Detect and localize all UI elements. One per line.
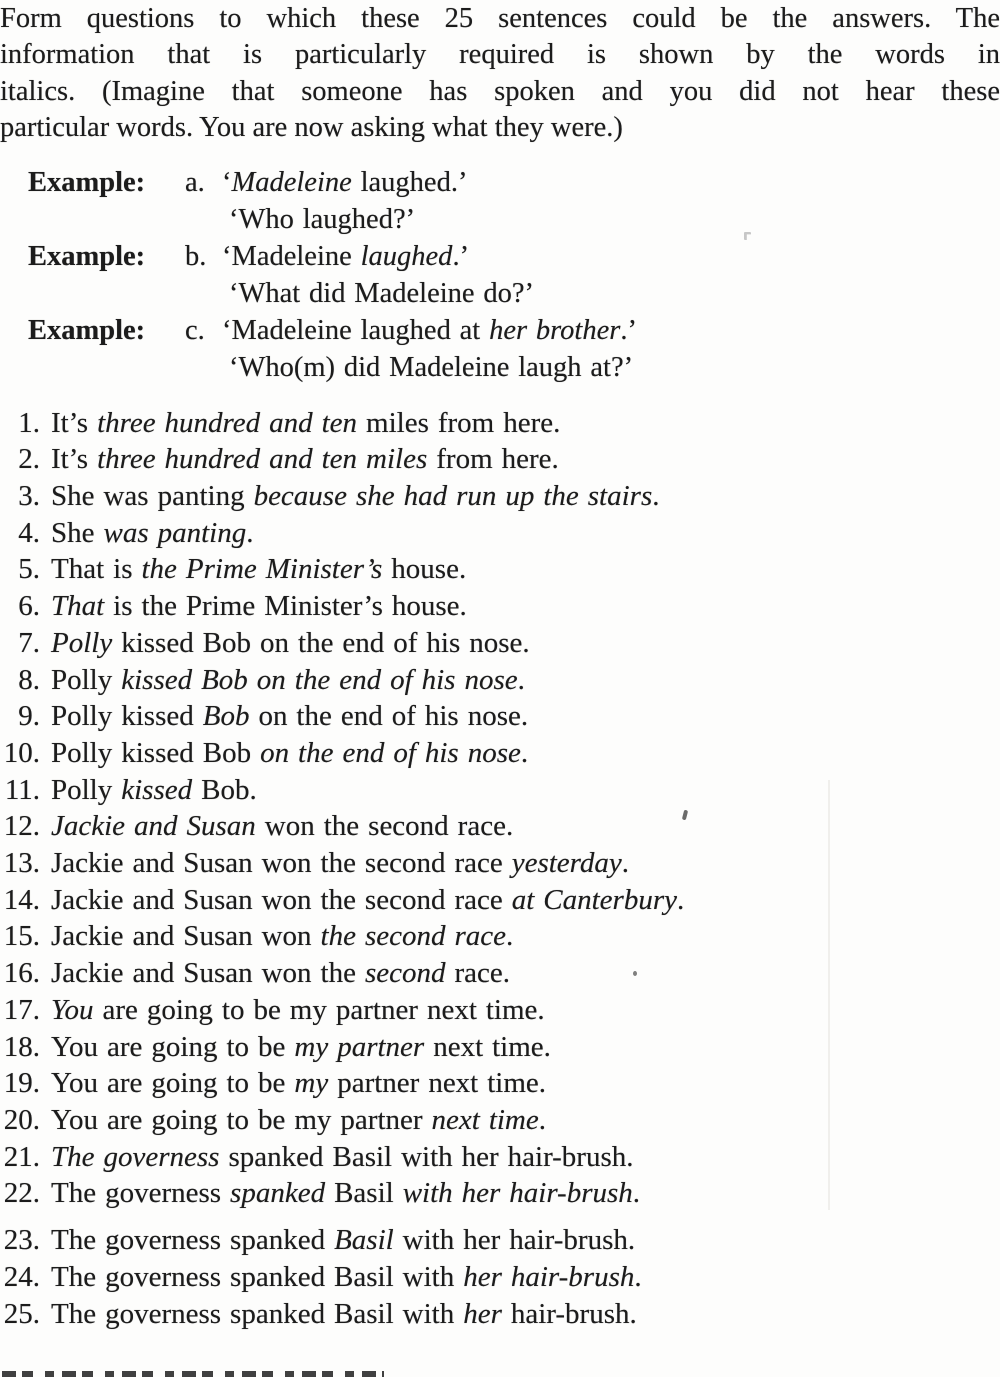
item-number: 10. [3,736,40,769]
italic-emphasis: laughed [360,240,453,272]
italic-emphasis: next time [431,1103,539,1136]
item-number: 19. [3,1067,40,1100]
italic-emphasis: That [51,590,105,623]
item-text [51,698,528,735]
list-item [0,625,1000,662]
list-item [0,698,1000,735]
italic-emphasis: my [294,1067,329,1100]
example-letter: b. [185,240,207,272]
plain-text: Jackie and Susan won the second race [51,883,512,916]
item-number: 13. [3,847,40,880]
item-number: 18. [3,1030,40,1063]
example [28,164,1000,238]
plain-text: laughed.’ [351,166,468,198]
plain-text: won the second race. [255,810,514,843]
example-answer: ‘Who(m) did Madeleine laugh at?’ [229,351,634,383]
sentence-list [0,405,1000,1333]
item-number: 24. [3,1260,40,1293]
plain-text: . [676,883,685,916]
item-text [51,588,467,625]
item-number: 15. [3,920,40,953]
plain-text: kissed Bob on the end of his nose. [112,626,530,659]
italic-emphasis: second [364,957,446,990]
example-sentence [222,312,1000,349]
item-number: 8. [18,663,40,696]
list-item [0,772,1000,809]
item-text [51,1065,546,1102]
italic-emphasis: Basil [334,1224,394,1257]
examples-block [28,164,1000,386]
plain-text: The governess spanked [51,1224,335,1257]
plain-text: are going to be my partner next time. [93,993,545,1026]
italic-emphasis: spanked [230,1177,326,1210]
italic-emphasis: three hundred and ten [97,406,358,439]
item-number: 16. [3,957,40,990]
plain-text: The governess [51,1177,231,1210]
example [28,312,1000,386]
italic-emphasis: yesterday [511,847,622,880]
plain-text: She [51,516,104,549]
item-text [51,918,513,955]
italic-emphasis: the Prime Minister’s [141,553,383,586]
plain-text: . [538,1103,547,1136]
plain-text: on the end of his nose. [249,700,529,733]
item-text [51,845,629,882]
plain-text: Polly kissed [51,700,203,733]
item-text [51,1102,546,1139]
list-item [0,808,1000,845]
item-text [51,1259,642,1296]
list-item [0,735,1000,772]
list-item [0,955,1000,992]
plain-text: . [246,516,254,549]
list-item [0,405,1000,442]
italic-emphasis: her brother [489,314,621,346]
item-number: 25. [3,1297,40,1330]
plain-text: from here. [427,443,559,476]
item-text [51,662,525,699]
item-number: 23. [3,1224,40,1257]
list-item [0,992,1000,1029]
plain-text: You are going to be my partner [51,1103,432,1136]
item-text [51,992,545,1029]
item-text [51,405,560,442]
intro-line: particular words. You are now asking what they were.) [0,112,623,144]
example-label: Example: [28,166,146,198]
plain-text: next time. [424,1030,551,1063]
plain-text: Jackie and Susan won the second race [51,847,512,880]
italic-emphasis: three hundred and ten miles [97,443,428,476]
scan-artifact-vertical-line [828,780,830,1210]
plain-text: It’s [51,443,98,476]
plain-text: The governess spanked Basil with [51,1260,464,1293]
italic-emphasis: with her hair-brush [402,1177,633,1210]
plain-text: The governess spanked Basil with [51,1297,464,1330]
plain-text: That is [51,553,142,586]
item-number: 6. [18,590,40,623]
italic-emphasis: at Canterbury [511,883,677,916]
item-number: 3. [18,480,40,513]
italic-emphasis: kissed [121,773,193,806]
italic-emphasis: Madeleine [231,166,352,198]
scan-speck [633,971,637,976]
italic-emphasis: because she had run up the stairs [253,480,653,513]
plain-text: . [506,920,514,953]
item-number: 20. [3,1103,40,1136]
plain-text: Polly [51,663,122,696]
plain-text: with her hair-brush. [393,1224,636,1257]
plain-text: ‘Madeleine laughed at [222,314,490,346]
plain-text: race. [445,957,510,990]
plain-text: . [517,663,525,696]
example-answer: ‘Who laughed?’ [229,203,416,235]
intro-line: information that is particularly required is shown by the words in [0,39,1000,71]
plain-text: It’s [51,406,98,439]
intro-line: italics. (Imagine that someone has spoken and you did not hear these [0,75,1000,107]
list-item [0,1065,1000,1102]
item-text [51,625,530,662]
plain-text: . [520,736,529,769]
list-item [0,1259,1000,1296]
plain-text: Bob. [192,773,257,806]
italic-emphasis: The governess [51,1140,220,1173]
plain-text: is the Prime Minister’s house. [104,590,467,623]
item-text [51,808,513,845]
plain-text: house. [382,553,467,586]
list-item [0,515,1000,552]
plain-text: You are going to be [51,1067,295,1100]
plain-text: .’ [620,314,637,346]
plain-text: She was panting [51,480,254,513]
example-letter: c. [185,314,205,346]
item-number: 21. [3,1140,40,1173]
italic-emphasis: Jackie and Susan [51,810,256,843]
italic-emphasis: my partner [294,1030,425,1063]
example-letter: a. [185,166,205,198]
plain-text: miles from here. [357,406,561,439]
plain-text: You are going to be [51,1030,295,1063]
item-number: 17. [3,993,40,1026]
list-item [0,551,1000,588]
clipped-footer-text-artifact [2,1371,384,1377]
list-item [0,478,1000,515]
item-text [51,1296,637,1333]
item-number: 12. [3,810,40,843]
italic-emphasis: her [463,1297,502,1330]
plain-text: hair-brush. [501,1297,637,1330]
list-item [0,1222,1000,1259]
list-item [0,918,1000,955]
item-number: 1. [18,406,40,439]
example [28,238,1000,312]
item-text [51,1222,635,1259]
example-sentence [222,164,1000,201]
item-number: 11. [4,773,40,806]
italic-emphasis: was panting [103,516,247,549]
item-number: 14. [3,883,40,916]
list-item [0,1175,1000,1212]
intro-line: Form questions to which these 25 sentences could be the answers. The [0,3,1000,34]
list-item [0,1139,1000,1176]
example-answer: ‘What did Madeleine do?’ [229,277,535,309]
italic-emphasis: her hair-brush [463,1260,635,1293]
list-item [0,882,1000,919]
item-text [51,551,466,588]
item-number: 4. [18,516,40,549]
italic-emphasis: kissed Bob on the end of his nose [121,663,518,696]
item-text [51,735,528,772]
example-label: Example: [28,314,146,346]
plain-text: ‘Madeleine [222,240,361,272]
item-text [51,478,660,515]
plain-text: ‘ [222,166,232,198]
italic-emphasis: Polly [51,626,113,659]
example-label: Example: [28,240,146,272]
item-number: 2. [18,443,40,476]
plain-text: Polly [51,773,122,806]
plain-text: Basil [325,1177,403,1210]
item-text [51,515,253,552]
list-item [0,441,1000,478]
list-item [0,1029,1000,1066]
list-item [0,1102,1000,1139]
plain-text: . [632,1177,641,1210]
italic-emphasis: the second race [320,920,506,953]
example-sentence [222,238,1000,275]
list-item [0,588,1000,625]
plain-text: . [634,1260,642,1293]
item-number: 5. [18,553,40,586]
list-item [0,845,1000,882]
plain-text: . [652,480,660,513]
item-number: 9. [18,700,40,733]
italic-emphasis: Bob [202,700,250,733]
item-text [51,441,559,478]
item-text [51,955,510,992]
plain-text: Jackie and Susan won the [51,957,365,990]
intro-paragraph [0,0,1000,147]
plain-text: partner next time. [328,1067,547,1100]
plain-text: .’ [452,240,470,272]
italic-emphasis: on the end of his nose [260,736,521,769]
item-text [51,1175,640,1212]
plain-text: Polly kissed Bob [51,736,261,769]
item-number: 7. [18,626,40,659]
item-number: 22. [3,1177,40,1210]
item-text [51,882,684,919]
list-item [0,1296,1000,1333]
list-item [0,662,1000,699]
item-text [51,772,257,809]
plain-text: Jackie and Susan won [51,920,321,953]
plain-text: spanked Basil with her hair-brush. [219,1140,634,1173]
item-text [51,1139,634,1176]
plain-text: . [621,847,630,880]
italic-emphasis: You [51,993,94,1026]
item-text [51,1029,551,1066]
